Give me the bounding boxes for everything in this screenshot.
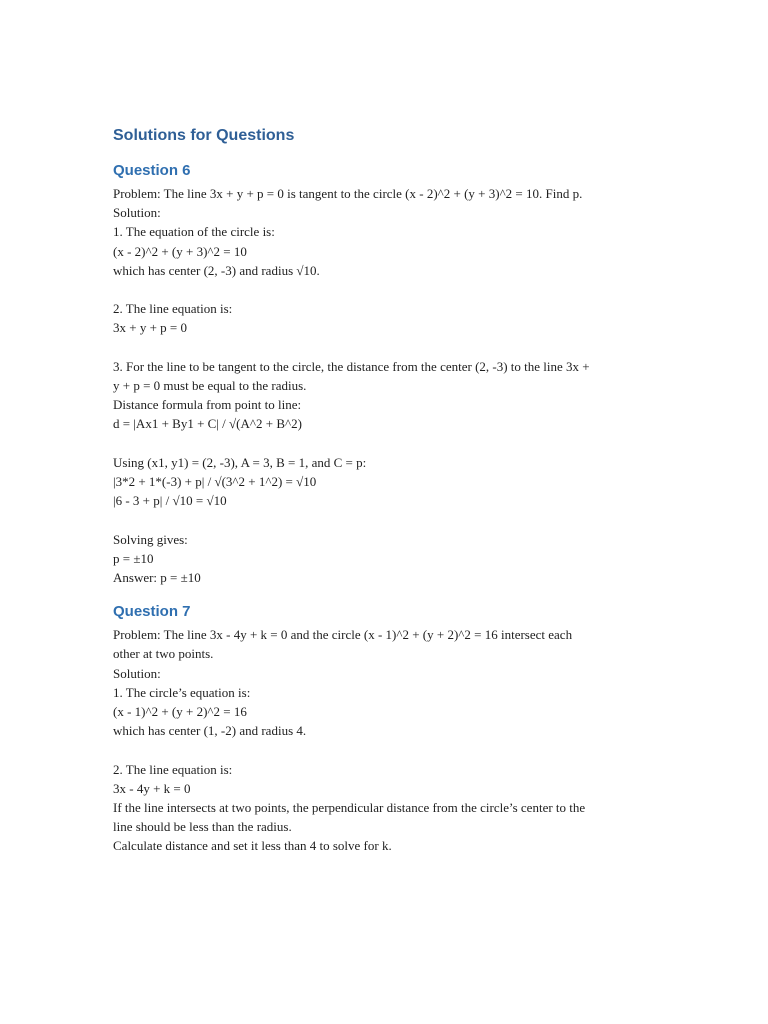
section-question-7 (113, 601, 673, 855)
section-question-6 (113, 160, 673, 587)
text-line: Problem: The line 3x + y + p = 0 is tangent to the circle (x - 2)^2 + (y + 3)^2 = 10. Find p. (113, 186, 583, 201)
text-line: 3x - 4y + k = 0 (113, 780, 191, 796)
text-line (113, 280, 673, 299)
text-line: Solution: (113, 665, 161, 681)
text-line: (x - 1)^2 + (y + 2)^2 = 16 (113, 704, 247, 720)
text-line: Distance formula from point to line: (113, 397, 302, 413)
text-line: Using (x1, y1) = (2, -3), A = 3, B = 1, and C = p: (113, 454, 367, 470)
text-line: 2. The line equation is: (113, 301, 233, 317)
text-line: 3x + y + p = 0 (113, 320, 187, 336)
section-body (113, 184, 673, 587)
text-line: line should be less than the radius. (113, 819, 292, 835)
text-line: Calculate distance and set it less than 4 to solve for k. (113, 838, 392, 854)
text-line: 2. The line equation is: (113, 761, 233, 777)
section-heading: Question 7 (113, 603, 191, 621)
text-line: d = |Ax1 + By1 + C| / √(A^2 + B^2) (113, 416, 302, 432)
text-line: If the line intersects at two points, the perpendicular distance from the circle’s center to the (113, 800, 586, 816)
text-line: which has center (1, -2) and radius 4. (113, 723, 307, 739)
text-line (113, 510, 673, 529)
text-line: (x - 2)^2 + (y + 3)^2 = 10 (113, 243, 247, 259)
text-line: 1. The circle’s equation is: (113, 684, 251, 700)
text-line: Problem: The line 3x - 4y + k = 0 and the circle (x - 1)^2 + (y + 2)^2 = 16 intersect each (113, 627, 573, 643)
text-line (113, 434, 673, 453)
text-line: |3*2 + 1*(-3) + p| / √(3^2 + 1^2) = √10 (113, 474, 317, 489)
text-line: p = ±10 (113, 550, 154, 566)
document-page (113, 124, 673, 856)
text-line: 1. The equation of the circle is: (113, 224, 275, 240)
text-line (113, 338, 673, 357)
text-line: 3. For the line to be tangent to the circle, the distance from the center (2, -3) to the line 3x + (113, 358, 590, 374)
text-line (113, 740, 673, 759)
text-line: which has center (2, -3) and radius √10. (113, 262, 320, 278)
text-line: other at two points. (113, 646, 214, 662)
section-heading: Question 6 (113, 162, 191, 179)
document-title: Solutions for Questions (113, 127, 295, 144)
text-line: Answer: p = ±10 (113, 570, 201, 585)
text-line: Solution: (113, 205, 161, 221)
text-line: |6 - 3 + p| / √10 = √10 (113, 493, 227, 509)
text-line: y + p = 0 must be equal to the radius. (113, 378, 307, 393)
text-line: Solving gives: (113, 531, 188, 547)
section-body (113, 625, 673, 855)
